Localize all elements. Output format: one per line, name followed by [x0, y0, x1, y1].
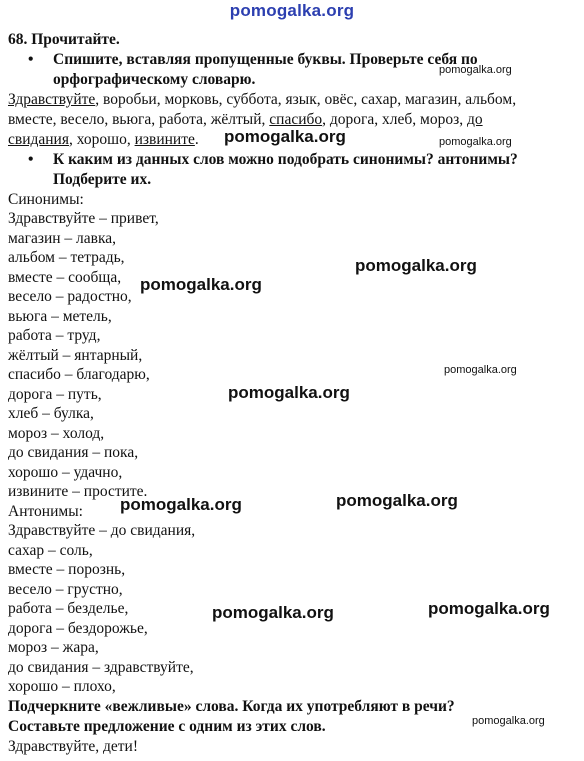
underlined-word-svidaniya: свидания: [8, 131, 69, 148]
final-task-line-2: Составьте предложение с одним из этих слов.: [8, 718, 326, 735]
watermark: pomogalka.org: [140, 275, 262, 294]
word-list-text: .: [194, 131, 199, 148]
underlined-word-do: до: [466, 111, 483, 128]
antonym-pair: сахар – соль,: [8, 542, 93, 559]
synonym-pair: весело – радостно,: [8, 288, 132, 305]
synonym-pair: вьюга – метель,: [8, 308, 112, 325]
synonym-pair: дорога – путь,: [8, 386, 102, 403]
synonym-pair: извините – простите.: [8, 483, 148, 500]
synonym-pair: хлеб – булка,: [8, 405, 94, 422]
synonyms-heading: Синонимы:: [8, 191, 84, 208]
site-header-watermark: pomogalka.org: [229, 1, 355, 20]
watermark: pomogalka.org: [224, 127, 346, 146]
word-list-text: вместе, весело, вьюга, работа, жёлтый,: [8, 111, 270, 128]
watermark: pomogalka.org: [355, 256, 477, 275]
underlined-word-izvinite: извините: [134, 131, 195, 148]
word-list-text: , хорошо,: [68, 131, 135, 148]
watermark: pomogalka.org: [444, 364, 517, 376]
antonym-pair: работа – безделье,: [8, 600, 129, 617]
watermark: pomogalka.org: [439, 64, 512, 76]
synonym-pair: Здравствуйте – привет,: [8, 210, 159, 227]
word-list-line-1: [8, 90, 516, 110]
synonym-pair: жёлтый – янтарный,: [8, 347, 143, 364]
antonym-pair: до свидания – здравствуйте,: [8, 659, 194, 676]
synonym-pair: мороз – холод,: [8, 425, 105, 442]
antonyms-heading: Антонимы:: [8, 503, 83, 520]
watermark: pomogalka.org: [428, 599, 550, 618]
watermark: pomogalka.org: [228, 383, 350, 402]
antonym-pair: дорога – бездорожье,: [8, 620, 148, 637]
instruction-1-line-2: орфографическому словарю.: [53, 71, 256, 88]
instruction-2-line-1: • К каким из данных слов можно подобрать синонимы? антонимы?: [28, 150, 518, 170]
synonym-pair: спасибо – благодарю,: [8, 366, 150, 383]
antonym-pair: весело – грустно,: [8, 581, 123, 598]
watermark: pomogalka.org: [120, 495, 242, 514]
word-list-text: , воробьи, морковь, суббота, язык, овёс, сахар, магазин, альбом,: [95, 91, 517, 108]
instruction-2-line-2: Подберите их.: [53, 171, 152, 188]
final-answer: Здравствуйте, дети!: [8, 738, 139, 755]
watermark: pomogalka.org: [439, 136, 512, 148]
final-task-line-1: Подчеркните «вежливые» слова. Когда их употребляют в речи?: [8, 698, 455, 715]
word-list-text: , дорога, хлеб, мороз,: [322, 111, 467, 128]
watermark: pomogalka.org: [336, 491, 458, 510]
synonym-pair: работа – труд,: [8, 327, 101, 344]
antonym-pair: Здравствуйте – до свидания,: [8, 522, 196, 539]
synonym-pair: до свидания – пока,: [8, 444, 139, 461]
underlined-word-spasibo: спасибо: [269, 111, 323, 128]
instruction-1-line-1: • Спишите, вставляя пропущенные буквы. Проверьте себя по: [28, 50, 478, 70]
synonym-pair: хорошо – удачно,: [8, 464, 123, 481]
synonym-pair: вместе – сообща,: [8, 269, 122, 286]
word-list-line-3: [8, 130, 199, 150]
antonym-pair: вместе – порознь,: [8, 561, 126, 578]
watermark: pomogalka.org: [212, 603, 334, 622]
underlined-word-zdravstvuyte: Здравствуйте: [8, 91, 96, 108]
watermark: pomogalka.org: [472, 715, 545, 727]
synonym-pair: магазин – лавка,: [8, 230, 117, 247]
synonym-pair: альбом – тетрадь,: [8, 249, 125, 266]
antonym-pair: мороз – жара,: [8, 639, 99, 656]
antonym-pair: хорошо – плохо,: [8, 678, 116, 695]
exercise-title: 68. Прочитайте.: [8, 31, 120, 48]
